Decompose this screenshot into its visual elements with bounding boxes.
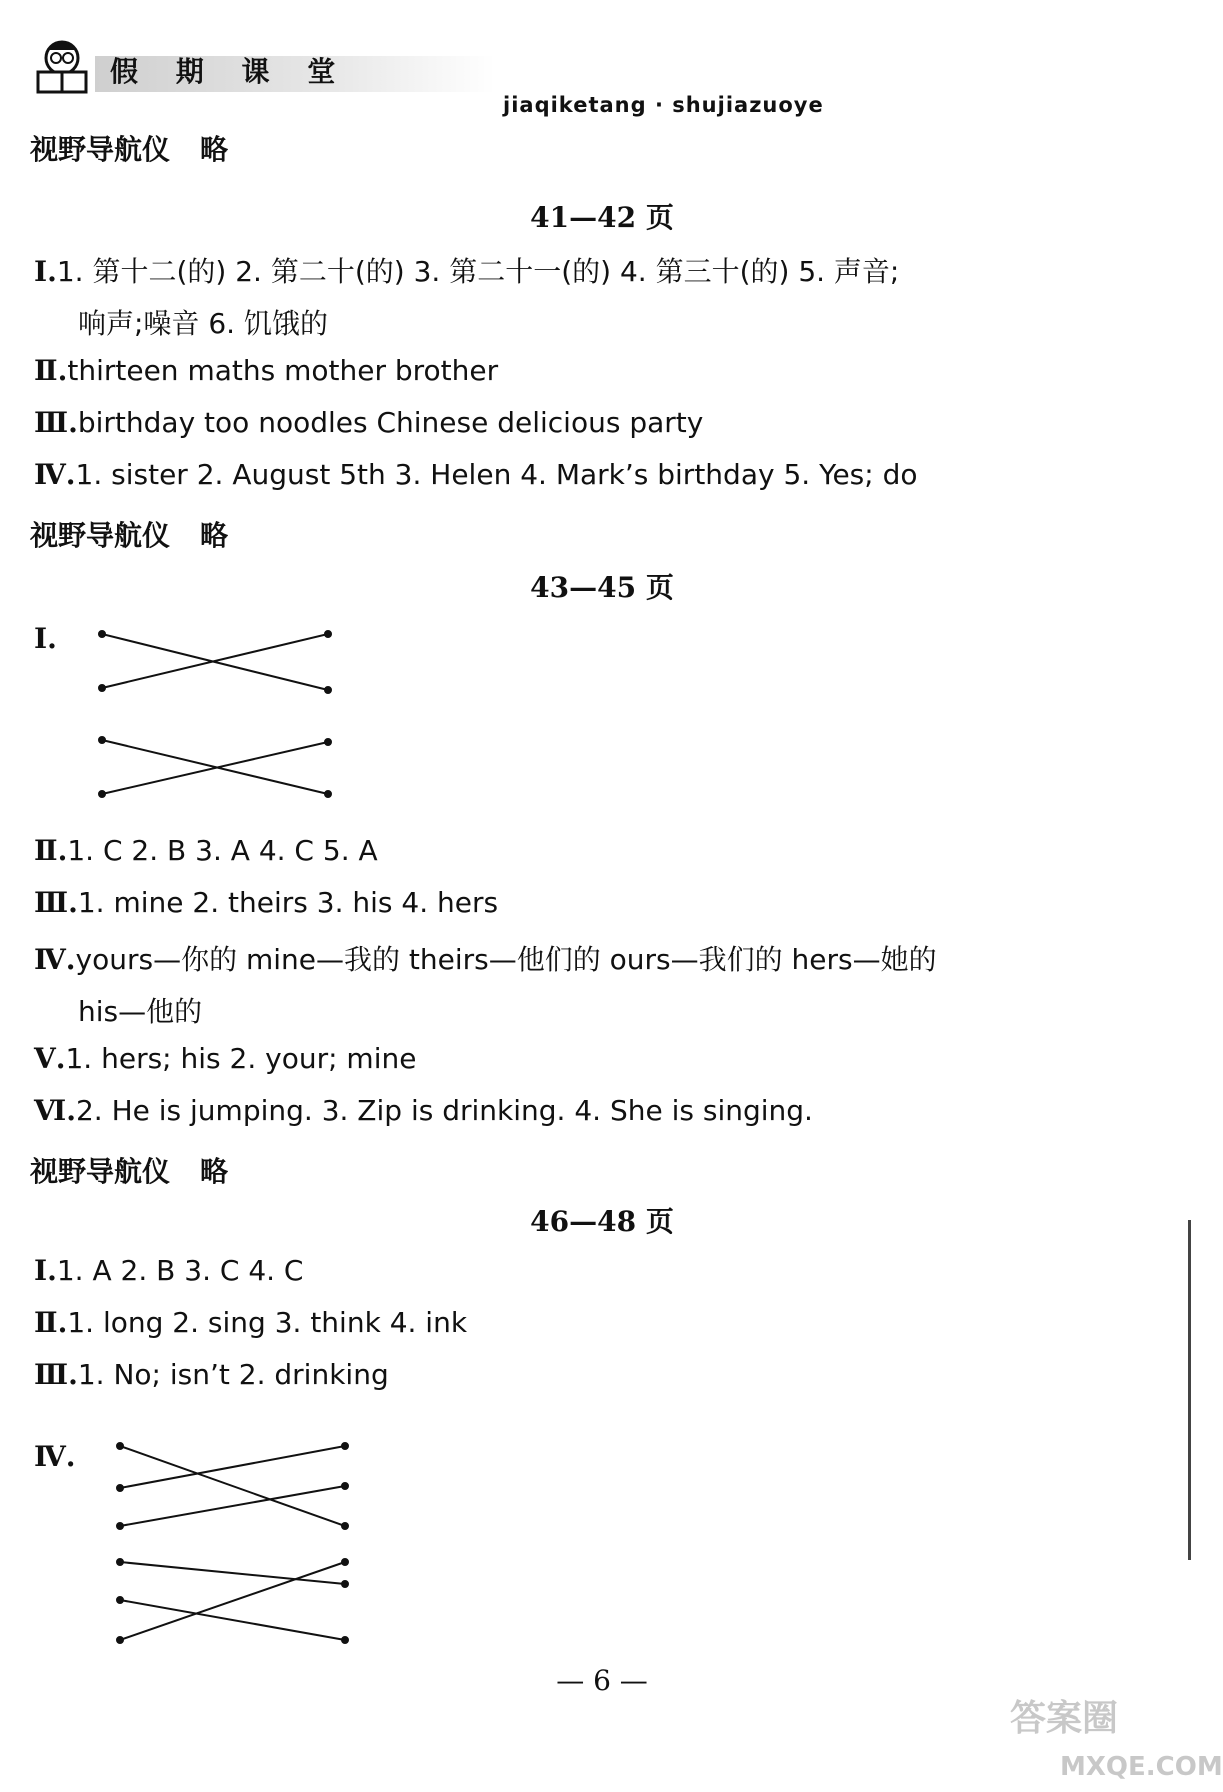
answer-text: 1. sister 2. August 5th 3. Helen 4. Mark’s birthday 5. Yes; do (75, 458, 918, 491)
answer-line (34, 458, 918, 491)
answer-line (34, 1358, 389, 1391)
answer-text: yours—你的 mine—我的 theirs—他们的 ours—我们的 hers—她的 (75, 943, 937, 976)
answer-line (78, 990, 202, 1030)
answer-line (34, 886, 498, 919)
nav-label: 视野导航仪 (30, 133, 171, 166)
answer-line (34, 1042, 416, 1075)
nav-line (30, 1150, 228, 1190)
margin-rule (1188, 1220, 1191, 1560)
nav-answer: 略 (200, 519, 229, 552)
section-title: 41—42 页 (530, 201, 674, 234)
answer-text: 1. mine 2. theirs 3. his 4. hers (77, 886, 499, 919)
roman-numeral: Ⅲ. (34, 886, 78, 919)
answer-line (34, 834, 378, 867)
watermark-url: MXQE.COM (1060, 1752, 1223, 1782)
roman-numeral: Ⅵ. (34, 1094, 76, 1127)
answer-text: 1. long 2. sing 3. think 4. ink (67, 1306, 468, 1339)
section-title: 43—45 页 (530, 571, 674, 604)
answer-line (34, 250, 899, 290)
answer-text: 1. No; isn’t 2. drinking (77, 1358, 389, 1391)
roman-numeral: Ⅰ. (34, 255, 57, 288)
answer-text: 1. C 2. B 3. A 4. C 5. A (67, 834, 378, 867)
answer-text: 2. He is jumping. 3. Zip is drinking. 4. She is singing. (75, 1094, 813, 1127)
nav-line (30, 128, 228, 168)
section-title: 46—48 页 (530, 1205, 674, 1238)
roman-numeral: Ⅲ. (34, 1358, 78, 1391)
roman-numeral: Ⅱ. (34, 834, 68, 867)
roman-numeral: Ⅱ. (34, 1306, 68, 1339)
answer-text: 1. 第十二(的) 2. 第二十(的) 3. 第二十一(的) 4. 第三十(的) 5. 声音; (56, 255, 900, 288)
watermark-logo: 答案圈 (1010, 1698, 1119, 1739)
answer-text: birthday too noodles Chinese delicious party (77, 406, 704, 439)
matching-lines-diagram (90, 620, 340, 810)
roman-numeral: Ⅴ. (34, 1042, 66, 1075)
roman-numeral: Ⅳ. (34, 458, 76, 491)
answer-line (34, 1254, 304, 1287)
answer-line (34, 622, 57, 655)
nav-answer: 略 (200, 133, 229, 166)
roman-numeral: Ⅲ. (34, 406, 78, 439)
nav-answer: 略 (200, 1155, 229, 1188)
answer-text: 1. A 2. B 3. C 4. C (56, 1254, 304, 1287)
answer-text: 响声;噪音 6. 饥饿的 (78, 307, 328, 340)
answer-line (78, 302, 328, 342)
nav-label: 视野导航仪 (30, 1155, 171, 1188)
roman-numeral: Ⅰ. (34, 1254, 57, 1287)
roman-numeral: Ⅳ. (34, 1440, 76, 1473)
brand-subtitle: jiaqiketang · shujiazuoye (503, 93, 824, 117)
answer-text: 1. hers; his 2. your; mine (65, 1042, 417, 1075)
matching-lines-diagram (110, 1432, 360, 1662)
bookworm-mascot-icon (30, 36, 94, 96)
page-number: — 6 — (556, 1664, 648, 1697)
brand-title: 假 期 课 堂 (110, 55, 350, 88)
answer-line (34, 1094, 813, 1127)
answer-text: his—他的 (78, 995, 203, 1028)
answer-line (34, 938, 937, 978)
answer-line (34, 406, 703, 439)
roman-numeral: Ⅳ. (34, 943, 76, 976)
answer-line (34, 1440, 76, 1473)
nav-label: 视野导航仪 (30, 519, 171, 552)
roman-numeral: Ⅱ. (34, 354, 68, 387)
answer-line (34, 1306, 467, 1339)
answer-text: thirteen maths mother brother (67, 354, 499, 387)
answer-line (34, 354, 498, 387)
roman-numeral: Ⅰ. (34, 622, 57, 655)
nav-line (30, 514, 228, 554)
